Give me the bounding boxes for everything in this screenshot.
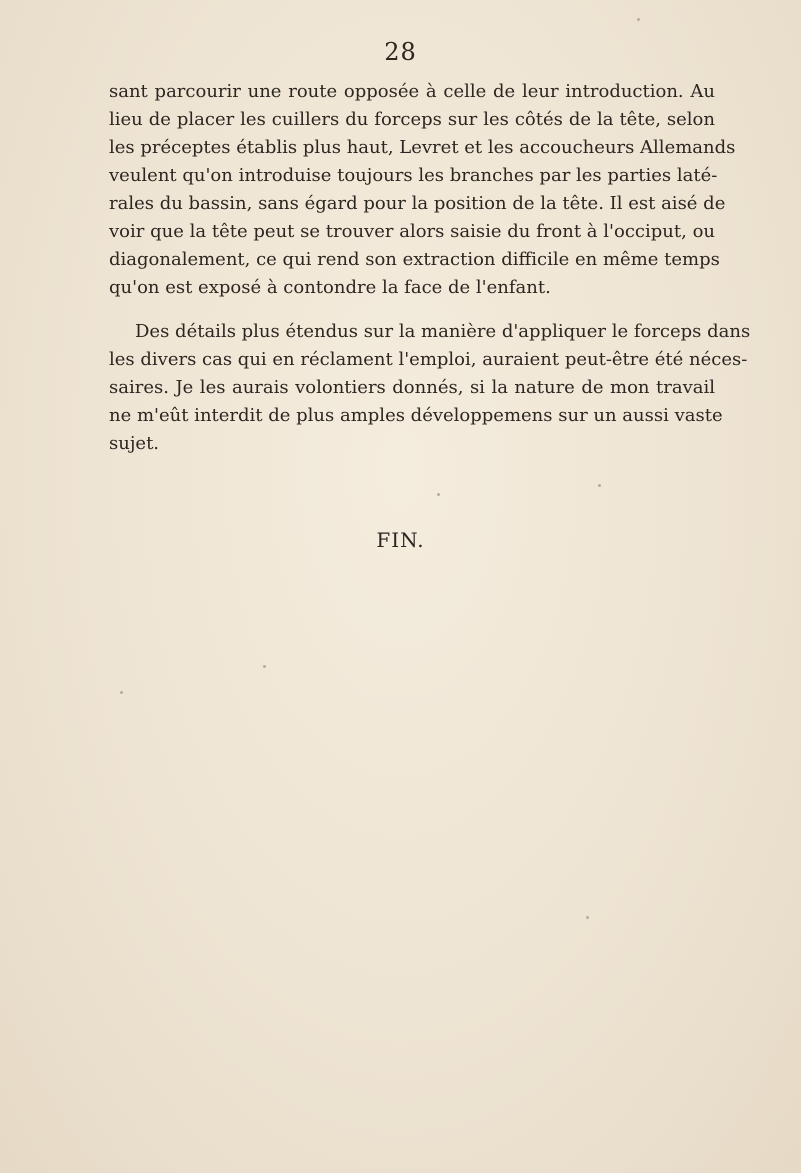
text-line: ne m'eût interdit de plus amples développemens sur un aussi vaste — [109, 405, 723, 426]
page-number: 28 — [384, 38, 417, 66]
paper-speck — [586, 916, 589, 919]
text-line: rales du bassin, sans égard pour la position de la tête. Il est aisé de — [109, 193, 726, 214]
text-line: diagonalement, ce qui rend son extraction difficile en même temps — [109, 249, 720, 270]
closing-fin: FIN. — [376, 528, 425, 552]
paper-speck — [437, 493, 440, 496]
text-line: les préceptes établis plus haut, Levret et les accoucheurs Allemands — [109, 137, 736, 158]
paragraph-1 — [109, 78, 736, 302]
paper-speck — [120, 691, 123, 694]
paper-speck — [637, 18, 640, 21]
text-line: veulent qu'on introduise toujours les branches par les parties laté- — [109, 165, 718, 186]
text-line: sant parcourir une route opposée à celle de leur introduction. Au — [109, 81, 715, 102]
text-line: Des détails plus étendus sur la manière d'appliquer le forceps dans — [135, 321, 751, 342]
text-line: qu'on est exposé à contondre la face de l'enfant. — [109, 277, 551, 298]
paper-speck — [598, 484, 601, 487]
text-line: saires. Je les aurais volontiers donnés, si la nature de mon travail — [109, 377, 715, 398]
text-line: voir que la tête peut se trouver alors saisie du front à l'occiput, ou — [109, 221, 715, 242]
text-line: sujet. — [109, 433, 160, 454]
text-line: lieu de placer les cuillers du forceps sur les côtés de la tête, selon — [109, 109, 715, 130]
text-line: les divers cas qui en réclament l'emploi, auraient peut-être été néces- — [109, 349, 748, 370]
paper-speck — [263, 665, 266, 668]
paragraph-2 — [109, 318, 751, 458]
